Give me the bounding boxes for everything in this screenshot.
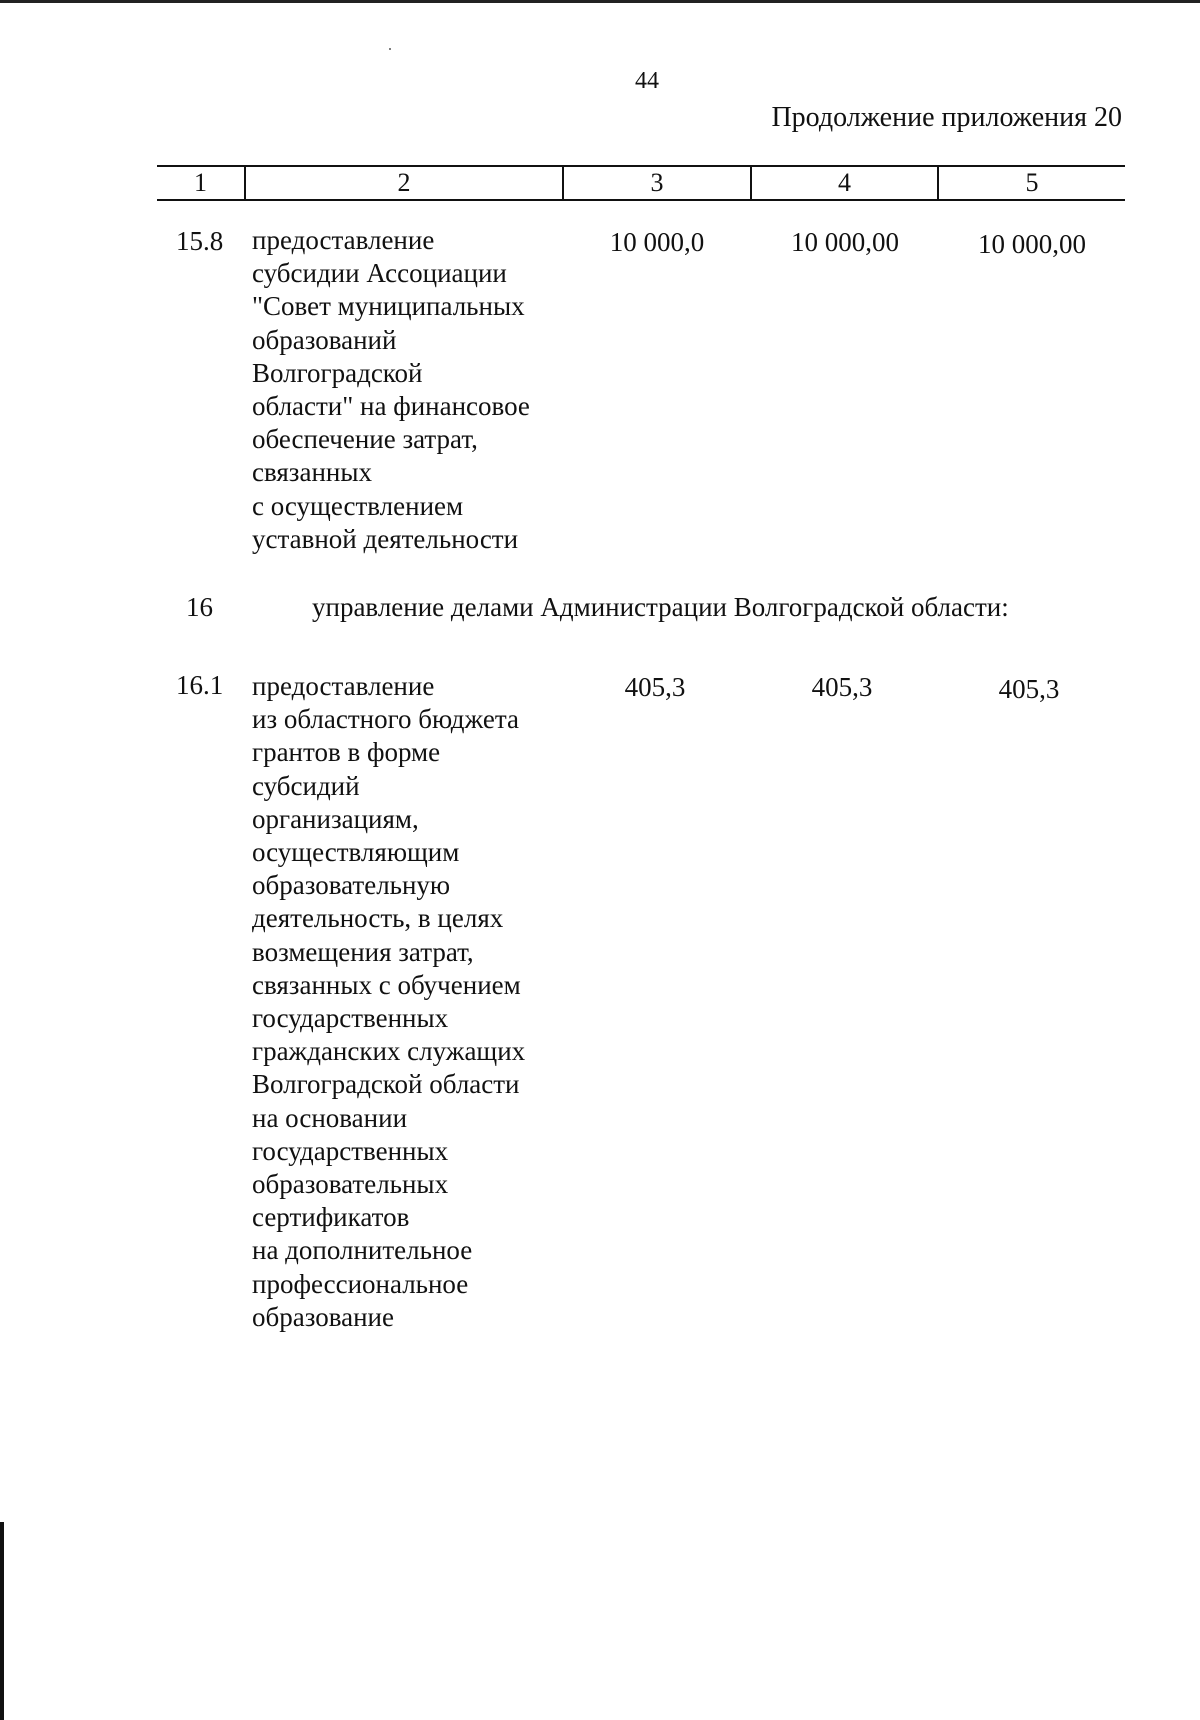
scan-speck [389, 48, 391, 50]
row-description: предоставление субсидии Ассоциации "Совет муниципальных образований Волгоградской области" на финансовое обеспечение затрат, связанных с осуществлением уставной деятельности [252, 225, 530, 554]
row-value-col3: 405,3 [624, 672, 686, 702]
row-value-col4: 405,3 [811, 672, 873, 702]
row-value-col3: 10 000,0 [609, 227, 705, 257]
row-number: 16.1 [176, 670, 224, 700]
scan-margin-mark [0, 1522, 4, 1720]
row-value-col5: 10 000,00 [978, 229, 1086, 259]
row-number: 15.8 [176, 226, 224, 256]
header-col-3: 3 [650, 168, 664, 197]
header-col-1: 1 [194, 168, 207, 197]
row-value-col4: 10 000,00 [791, 227, 899, 257]
header-bottom-rule [157, 199, 1125, 201]
header-col-5: 5 [1025, 168, 1039, 197]
section-title: управление делами Администрации Волгоградской области: [312, 592, 1009, 622]
page-number: 44 [635, 68, 659, 94]
row-number: 16 [186, 592, 213, 622]
header-col-4: 4 [838, 168, 851, 197]
row-description: предоставление из областного бюджета грантов в форме субсидий организациям, осуществляющим образовательную деятельность, в целях возмещения затрат, связанных с обучением государственных гражданских служащих Волгоградской области на основании государственных образовательных сертификатов на дополнительное профессиональное образование [252, 671, 526, 1332]
header-col-2: 2 [397, 168, 411, 197]
row-value-col5: 405,3 [998, 674, 1060, 704]
appendix-continuation-label: Продолжение приложения 20 [771, 102, 1122, 133]
scan-edge-line [0, 0, 1200, 3]
